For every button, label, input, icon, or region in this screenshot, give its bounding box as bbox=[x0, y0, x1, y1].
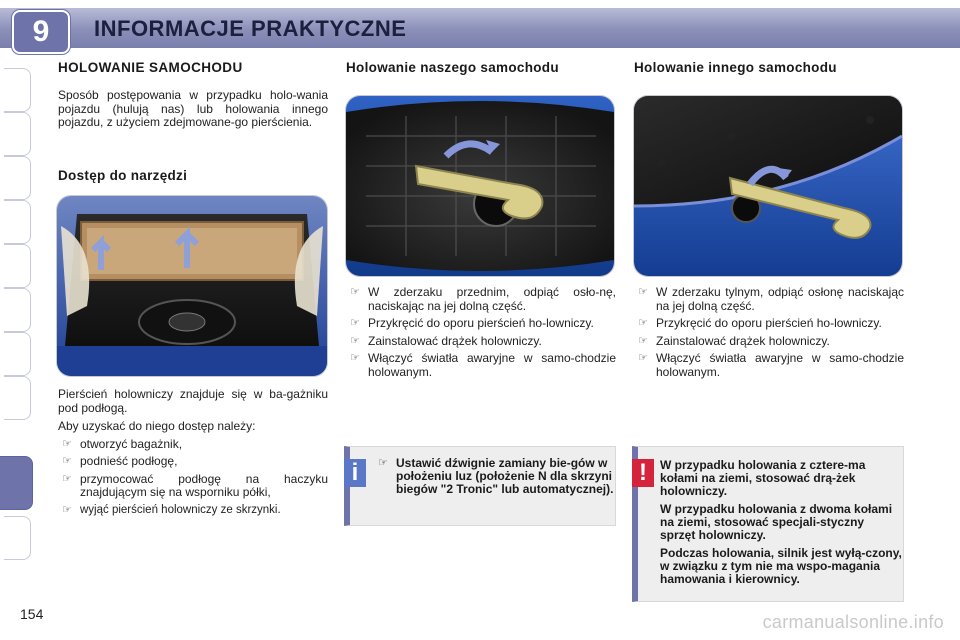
section-title: HOLOWANIE SAMOCHODU bbox=[58, 60, 243, 75]
list-item: ☞ otworzyć bagażnik, bbox=[62, 436, 183, 451]
info-icon: i bbox=[344, 459, 366, 487]
pointing-hand-icon: ☞ bbox=[638, 286, 648, 298]
pointing-hand-icon: ☞ bbox=[350, 352, 360, 364]
chapter-tab[interactable] bbox=[4, 200, 31, 244]
list-item: ☞ wyjąć pierścień holowniczy ze skrzynki. bbox=[62, 503, 281, 516]
pointing-hand-icon: ☞ bbox=[350, 334, 360, 347]
pointing-hand-icon: ☞ bbox=[638, 352, 648, 364]
own-car-steps-list bbox=[346, 286, 616, 379]
warning-text-1: W przypadku holowania z cztere-ma kołami na ziemi, stosować drą-żek holowniczy. bbox=[660, 458, 866, 498]
pointing-hand-icon: ☞ bbox=[378, 457, 388, 469]
info-note-text: ☞ Ustawić dźwignie zamiany bie-gów w położeniu luz (położenie N dla skrzyni biegów "2 Tronic" lub automatycznej). bbox=[378, 456, 614, 496]
chapter-badge: 9 bbox=[12, 10, 70, 54]
warning-note-box bbox=[632, 446, 904, 602]
list-item: ☞ Zainstalować drążek holowniczy. bbox=[638, 333, 830, 348]
chapter-tab-rail bbox=[0, 60, 36, 580]
pointing-hand-icon: ☞ bbox=[350, 286, 360, 298]
list-item: ☞ Zainstalować drążek holowniczy. bbox=[350, 333, 542, 348]
chapter-tab[interactable] bbox=[4, 156, 31, 200]
column-towing-access bbox=[58, 388, 328, 521]
list-item: ☞ Włączyć światła awaryjne w samo-chodzie holowanym. bbox=[638, 351, 904, 379]
section-title: Holowanie innego samochodu bbox=[634, 60, 837, 75]
page-number: 154 bbox=[20, 606, 44, 622]
column-towing-intro bbox=[58, 60, 328, 183]
warning-icon: ! bbox=[632, 459, 654, 487]
warning-text-3: Podczas holowania, silnik jest wyłą-czony, w związku z tym nie ma wspo-magania hamowania i kierownicy. bbox=[660, 546, 902, 586]
column-towing-other-steps bbox=[634, 286, 904, 383]
column-towing-own-car bbox=[346, 60, 616, 75]
pointing-hand-icon: ☞ bbox=[62, 437, 72, 450]
list-item: ☞ W zderzaku tylnym, odpiąć osłonę naciskając na jej dolną część. bbox=[638, 285, 904, 313]
access-paragraph-1: Pierścień holowniczy znajduje się w ba-gażniku pod podłogą. bbox=[58, 387, 328, 415]
info-note-box bbox=[344, 446, 616, 526]
page-title: INFORMACJE PRAKTYCZNE bbox=[94, 16, 407, 41]
chapter-tab[interactable] bbox=[4, 112, 31, 156]
rear-bumper-photo bbox=[634, 96, 902, 276]
column-towing-own-steps bbox=[346, 286, 616, 383]
access-paragraph-2: Aby uzyskać do niego dostęp należy: bbox=[58, 419, 256, 433]
front-bumper-photo bbox=[346, 96, 614, 276]
list-item: ☞ Przykręcić do oporu pierścień ho-lowniczy. bbox=[638, 316, 882, 330]
pointing-hand-icon: ☞ bbox=[62, 472, 72, 485]
chapter-tab[interactable] bbox=[4, 376, 31, 420]
list-item: ☞ W zderzaku przednim, odpiąć osło-nę, naciskając na jej dolną część. bbox=[350, 285, 616, 313]
list-item: ☞ podnieść podłogę, bbox=[62, 454, 178, 468]
column-towing-other-car bbox=[634, 60, 904, 75]
list-item: ☞ Przykręcić do oporu pierścień ho-lowniczy. bbox=[350, 316, 594, 330]
other-car-steps-list bbox=[634, 286, 904, 379]
subsection-title: Dostęp do narzędzi bbox=[58, 167, 188, 183]
chapter-tab[interactable] bbox=[4, 68, 31, 112]
chapter-tab[interactable] bbox=[4, 332, 31, 376]
chapter-tab[interactable] bbox=[4, 244, 31, 288]
pointing-hand-icon: ☞ bbox=[62, 503, 72, 516]
access-steps-list bbox=[58, 438, 328, 518]
list-item: ☞ przymocować podłogę na haczyku znajdującym się na wsporniku półki, bbox=[62, 471, 328, 499]
chapter-tab[interactable] bbox=[4, 288, 31, 332]
pointing-hand-icon: ☞ bbox=[638, 334, 648, 347]
watermark: carmanualsonline.info bbox=[762, 612, 944, 632]
chapter-tab[interactable] bbox=[4, 516, 31, 560]
warning-text-2: W przypadku holowania z dwoma kołami na ziemi, stosować specjali-styczny sprzęt holowniczy. bbox=[660, 502, 893, 542]
pointing-hand-icon: ☞ bbox=[638, 317, 648, 329]
list-item: ☞ Włączyć światła awaryjne w samo-chodzie holowanym. bbox=[350, 351, 616, 379]
section-title: Holowanie naszego samochodu bbox=[346, 60, 559, 75]
chapter-tab-active[interactable] bbox=[0, 456, 33, 510]
pointing-hand-icon: ☞ bbox=[350, 317, 360, 329]
trunk-photo bbox=[57, 196, 327, 376]
intro-paragraph: Sposób postępowania w przypadku holo-wania pojazdu (hulują nas) lub holowania innego pojazdu, z użyciem zdejmowane-go pierścienia. bbox=[58, 88, 328, 129]
pointing-hand-icon: ☞ bbox=[62, 455, 72, 467]
